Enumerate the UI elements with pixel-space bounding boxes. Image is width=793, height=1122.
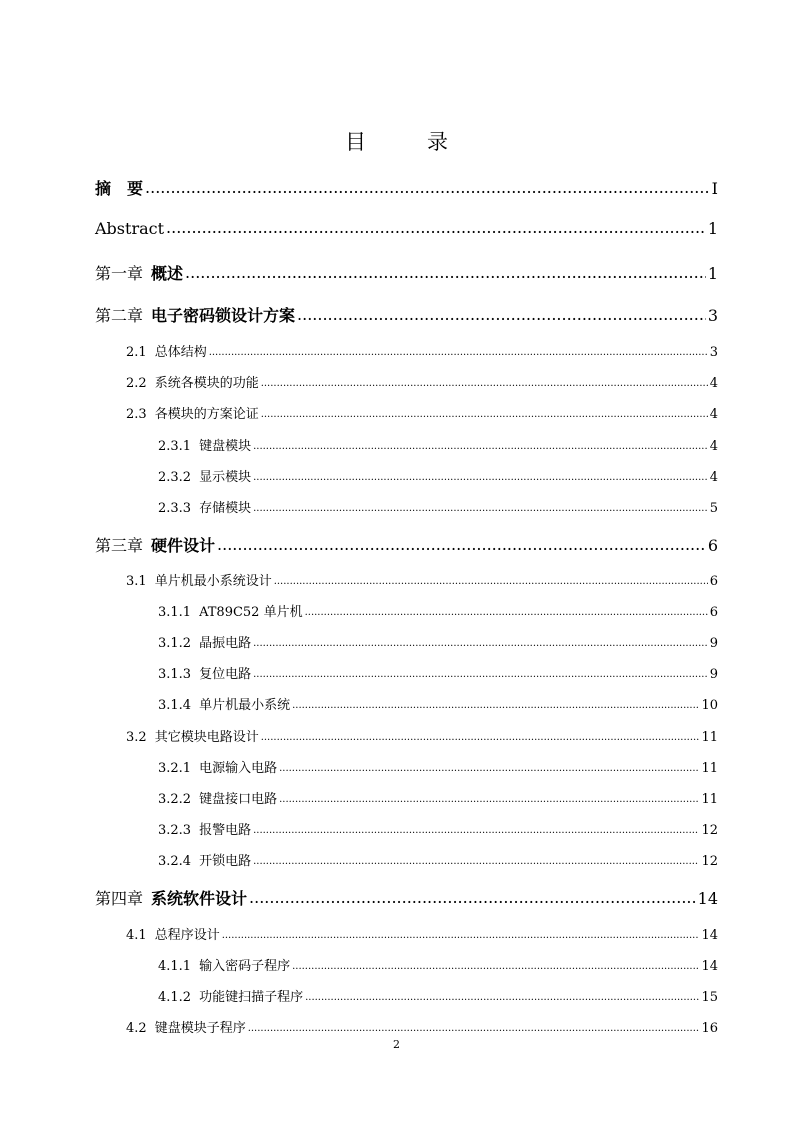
dot-leader bbox=[253, 666, 708, 681]
toc-entry-number: 第二章 bbox=[95, 306, 144, 325]
toc-entry-text: 输入密码子程序 bbox=[199, 959, 291, 974]
toc-entry-text: 摘 要 bbox=[95, 179, 144, 198]
toc-entry[interactable] bbox=[95, 176, 718, 199]
toc-entry-page: 4 bbox=[709, 407, 718, 422]
toc-entry[interactable] bbox=[158, 757, 718, 776]
toc-entry-text: 电子密码锁设计方案 bbox=[151, 306, 296, 325]
toc-entry-text: 功能键扫描子程序 bbox=[199, 990, 304, 1005]
toc-entry-text: 键盘模块子程序 bbox=[154, 1021, 246, 1036]
toc-entry-number: 4.1.1 bbox=[158, 959, 192, 974]
toc-entry[interactable] bbox=[158, 497, 718, 516]
toc-entry-page: 14 bbox=[701, 928, 718, 943]
toc-entry[interactable] bbox=[158, 694, 718, 713]
dot-leader bbox=[166, 218, 706, 237]
dot-leader bbox=[222, 927, 700, 942]
toc-entry-text: 单片机最小系统设计 bbox=[154, 574, 272, 589]
toc-entry[interactable] bbox=[158, 601, 718, 620]
toc-entry-page: 4 bbox=[709, 470, 718, 485]
dot-leader bbox=[185, 263, 706, 282]
toc-entry-page: 10 bbox=[701, 698, 718, 713]
dot-leader bbox=[261, 375, 708, 390]
toc-entry[interactable] bbox=[95, 219, 718, 238]
toc-entry-number: 第一章 bbox=[95, 264, 144, 283]
toc-entry-text: 电源输入电路 bbox=[199, 761, 278, 776]
toc-entry-number: 3.2.3 bbox=[158, 823, 192, 838]
toc-entry-page: 6 bbox=[709, 574, 718, 589]
toc-entry-text: 报警电路 bbox=[199, 823, 252, 838]
toc-entry-page: 12 bbox=[701, 823, 718, 838]
toc-entry[interactable] bbox=[158, 986, 718, 1005]
dot-leader bbox=[292, 958, 699, 973]
dot-leader bbox=[253, 635, 708, 650]
toc-entry-page: 12 bbox=[701, 854, 718, 869]
dot-leader bbox=[217, 535, 706, 554]
dot-leader bbox=[279, 760, 699, 775]
dot-leader bbox=[274, 573, 708, 588]
toc-entry-text: 键盘接口电路 bbox=[199, 792, 278, 807]
toc-entry[interactable] bbox=[158, 850, 718, 869]
toc-entry-number: 3.1 bbox=[126, 574, 147, 589]
toc-entry-number: 3.2 bbox=[126, 730, 147, 745]
toc-entry[interactable] bbox=[126, 403, 718, 422]
dot-leader bbox=[253, 500, 708, 515]
toc-entry[interactable] bbox=[126, 341, 718, 360]
toc-entry-page: I bbox=[711, 179, 718, 198]
toc-entry-number: 3.1.3 bbox=[158, 667, 192, 682]
toc-entry[interactable] bbox=[158, 819, 718, 838]
toc-entry-page: 9 bbox=[709, 636, 718, 651]
toc-entry-text: 系统软件设计 bbox=[151, 889, 248, 908]
toc-entry-number: 4.1.2 bbox=[158, 990, 192, 1005]
dot-leader bbox=[145, 178, 710, 197]
toc-entry[interactable] bbox=[126, 726, 718, 745]
toc-entry-number: 3.2.2 bbox=[158, 792, 192, 807]
toc-entry-page: 11 bbox=[701, 761, 718, 776]
toc-entry[interactable] bbox=[126, 372, 718, 391]
toc-entry-page: 6 bbox=[709, 605, 718, 620]
toc-entry-number: 3.2.1 bbox=[158, 761, 192, 776]
dot-leader bbox=[253, 822, 699, 837]
dot-leader bbox=[209, 344, 708, 359]
toc-entry[interactable] bbox=[158, 788, 718, 807]
toc-entry-page: 14 bbox=[701, 959, 718, 974]
dot-leader bbox=[253, 469, 708, 484]
dot-leader bbox=[279, 791, 699, 806]
toc-entry-text: 其它模块电路设计 bbox=[154, 730, 259, 745]
toc-entry-page: 3 bbox=[707, 306, 718, 325]
toc-entry-page: 3 bbox=[709, 345, 718, 360]
toc-entry[interactable] bbox=[95, 261, 718, 284]
toc-entry-page: 16 bbox=[701, 1021, 718, 1036]
toc-entry[interactable] bbox=[95, 303, 718, 326]
toc-entry-text: 显示模块 bbox=[199, 470, 252, 485]
toc-entry-text: 硬件设计 bbox=[151, 536, 216, 555]
toc-entry-text: 单片机最小系统 bbox=[199, 698, 291, 713]
toc-entry-page: 6 bbox=[707, 536, 718, 555]
toc-entry-page: 9 bbox=[709, 667, 718, 682]
toc-entry[interactable] bbox=[158, 466, 718, 485]
toc-entry[interactable] bbox=[126, 1017, 718, 1036]
toc-entry-page: 4 bbox=[709, 376, 718, 391]
page-number: 2 bbox=[393, 1038, 400, 1051]
toc-entry-page: 15 bbox=[701, 990, 718, 1005]
toc-entry-text: 复位电路 bbox=[199, 667, 252, 682]
toc-entry-page: 1 bbox=[707, 219, 718, 238]
toc-entry-text: 开锁电路 bbox=[199, 854, 252, 869]
toc-entry-text: 总程序设计 bbox=[154, 928, 220, 943]
toc-entry[interactable] bbox=[126, 570, 718, 589]
toc-entry[interactable] bbox=[95, 886, 718, 909]
toc-entry-number: 2.1 bbox=[126, 345, 147, 360]
dot-leader bbox=[305, 989, 699, 1004]
toc-entry-page: 11 bbox=[701, 792, 718, 807]
toc-entry[interactable] bbox=[158, 663, 718, 682]
toc-entry-number: 2.3 bbox=[126, 407, 147, 422]
dot-leader bbox=[253, 438, 708, 453]
toc-entry-text: 晶振电路 bbox=[199, 636, 252, 651]
toc-entry-text: 存储模块 bbox=[199, 501, 252, 516]
toc-entry[interactable] bbox=[158, 632, 718, 651]
toc-title: 目 录 bbox=[345, 130, 468, 154]
dot-leader bbox=[253, 853, 699, 868]
dot-leader bbox=[261, 729, 700, 744]
toc-entry-text: Abstract bbox=[95, 219, 165, 238]
toc-entry-text: 各模块的方案论证 bbox=[154, 407, 259, 422]
dot-leader bbox=[305, 604, 708, 619]
toc-entry-number: 第三章 bbox=[95, 536, 144, 555]
toc-entry-text: 键盘模块 bbox=[199, 439, 252, 454]
toc-entry-number: 4.2 bbox=[126, 1021, 147, 1036]
dot-leader bbox=[261, 406, 708, 421]
toc-entry-text: AT89C52 单片机 bbox=[199, 605, 303, 620]
toc-entry-text: 概述 bbox=[151, 264, 184, 283]
toc-entry-number: 2.3.3 bbox=[158, 501, 192, 516]
toc-entry[interactable] bbox=[158, 955, 718, 974]
toc-entry-text: 系统各模块的功能 bbox=[154, 376, 259, 391]
dot-leader bbox=[248, 1020, 700, 1035]
toc-entry[interactable] bbox=[95, 533, 718, 556]
toc-entry-number: 3.2.4 bbox=[158, 854, 192, 869]
dot-leader bbox=[297, 305, 706, 324]
toc-entry-page: 4 bbox=[709, 439, 718, 454]
toc-entry-number: 2.3.2 bbox=[158, 470, 192, 485]
toc-entry-page: 1 bbox=[707, 264, 718, 283]
toc-entry-page: 11 bbox=[701, 730, 718, 745]
toc-entry[interactable] bbox=[126, 924, 718, 943]
toc-entry-page: 5 bbox=[709, 501, 718, 516]
dot-leader bbox=[249, 888, 696, 907]
toc-entry-number: 3.1.4 bbox=[158, 698, 192, 713]
toc-entry-page: 14 bbox=[697, 889, 718, 908]
toc-entry[interactable] bbox=[158, 435, 718, 454]
toc-entry-text: 总体结构 bbox=[154, 345, 207, 360]
dot-leader bbox=[292, 697, 699, 712]
toc-entry-number: 3.1.1 bbox=[158, 605, 192, 620]
toc-entry-number: 4.1 bbox=[126, 928, 147, 943]
toc-entry-number: 3.1.2 bbox=[158, 636, 192, 651]
toc-entry-number: 2.2 bbox=[126, 376, 147, 391]
toc-entry-number: 第四章 bbox=[95, 889, 144, 908]
toc-entry-number: 2.3.1 bbox=[158, 439, 192, 454]
